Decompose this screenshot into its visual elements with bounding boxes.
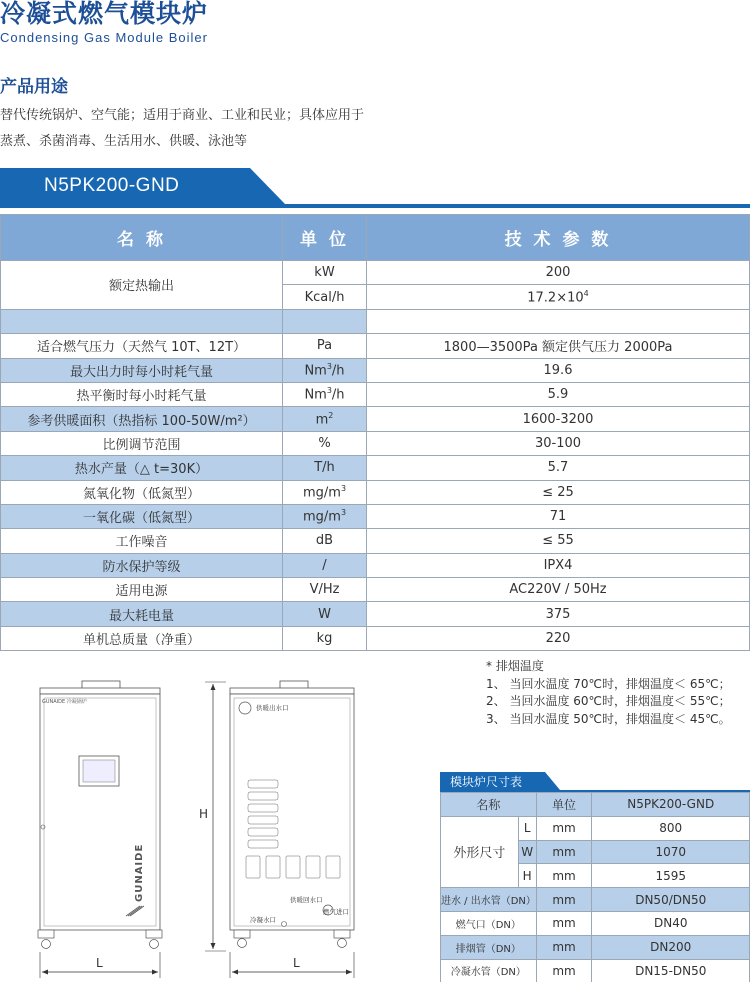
dim-value-L: 800	[592, 816, 750, 840]
spec-name: 工作噪音	[1, 529, 283, 553]
spec-name: 适用电源	[1, 578, 283, 602]
table-row	[441, 888, 750, 912]
dimension-H: H	[199, 807, 209, 821]
dim-value-H: 1595	[592, 864, 750, 888]
kcal-exponent: 4	[583, 288, 589, 298]
dim-header-model: N5PK200-GND	[592, 793, 750, 817]
spec-unit	[283, 456, 367, 480]
spec-name: 参考供暖面积（热指标 100-50W/m²）	[1, 407, 283, 431]
spec-unit	[283, 553, 367, 577]
table-row	[1, 431, 750, 455]
flue-pipe-value: DN200	[592, 935, 750, 959]
unit-exponent: 2	[328, 410, 334, 420]
flue-pipe-label: 排烟管（DN）	[441, 935, 537, 959]
gas-port-value: DN40	[592, 911, 750, 935]
table-row	[1, 529, 750, 553]
unit-base: kg	[316, 631, 333, 647]
spec-unit	[283, 431, 367, 455]
exhaust-temperature-notes	[486, 658, 731, 728]
table-row	[1, 480, 750, 504]
unit-base: W	[318, 606, 331, 622]
unit-base: Nm	[304, 363, 327, 379]
port-condensate: 冷凝水口	[250, 916, 276, 924]
page-title: 冷凝式燃气模块炉	[0, 0, 209, 28]
spec-unit	[283, 504, 367, 528]
unit-base: Nm	[304, 387, 327, 403]
unit-exponent: 3	[340, 484, 347, 494]
unit-base: Pa	[316, 338, 333, 354]
spec-unit	[283, 626, 367, 650]
condensate-pipe-label: 冷凝水管（DN）	[441, 959, 537, 982]
dimension-L-front: L	[96, 956, 103, 970]
pipe-unit: mm	[536, 959, 592, 982]
unit-exponent: 3	[326, 362, 332, 372]
spec-value: IPX4	[367, 553, 750, 577]
spec-table	[0, 214, 750, 651]
note-item: 1、 当回水温度 70℃时，排烟温度＜ 65℃；	[486, 676, 731, 691]
spec-name: 比例调节范围	[1, 431, 283, 455]
table-row	[441, 816, 750, 840]
unit-base: mg/m	[302, 485, 341, 501]
spec-value: 375	[367, 602, 750, 626]
table-row-spacer	[1, 309, 750, 333]
spec-name: 热平衡时每小时耗气量	[1, 382, 283, 406]
port-gas-inlet: 燃气进口	[323, 908, 349, 916]
unit-exponent: 3	[326, 386, 332, 396]
usage-text-line-2: 蒸煮、杀菌消毒、生活用水、供暖、泳池等	[0, 134, 248, 149]
dimension-table-banner	[440, 772, 750, 792]
unit-base: T/h	[314, 460, 335, 476]
spec-unit	[283, 382, 367, 406]
spec-unit	[283, 334, 367, 358]
unit-base: mg/m	[302, 509, 341, 525]
spec-name: 防水保护等级	[1, 553, 283, 577]
spec-name: 单机总质量（净重）	[1, 626, 283, 650]
table-row	[441, 911, 750, 935]
model-banner-rule	[0, 204, 750, 208]
spec-value: ≤ 55	[367, 529, 750, 553]
rated-heat-value-kw: 200	[367, 261, 750, 285]
spec-value: AC220V / 50Hz	[367, 578, 750, 602]
dim-unit: mm	[536, 816, 592, 840]
spec-name: 氮氧化物（低氮型）	[1, 480, 283, 504]
rated-heat-unit-kcal: Kcal/h	[283, 285, 367, 309]
spec-name: 最大耗电量	[1, 602, 283, 626]
spec-value: 1600-3200	[367, 407, 750, 431]
dim-header-unit: 单位	[536, 793, 592, 817]
dimension-header-row	[441, 793, 750, 817]
table-row	[1, 261, 750, 285]
unit-tail: /h	[331, 387, 345, 403]
table-row	[1, 334, 750, 358]
table-row	[1, 602, 750, 626]
table-row	[1, 553, 750, 577]
usage-heading: 产品用途	[0, 77, 68, 97]
header-name: 名 称	[1, 215, 283, 261]
unit-base: m	[315, 412, 329, 428]
dim-unit: mm	[536, 864, 592, 888]
dim-value-W: 1070	[592, 840, 750, 864]
spec-unit	[283, 529, 367, 553]
dim-axis-W: W	[518, 840, 536, 864]
dimension-table-title: 模块炉尺寸表	[450, 775, 523, 789]
pipe-unit: mm	[536, 888, 592, 912]
spec-value: 30-100	[367, 431, 750, 455]
port-heating-outlet: 供暖出水口	[256, 704, 289, 712]
model-name: N5PK200-GND	[44, 175, 180, 196]
page-subtitle: Condensing Gas Module Boiler	[0, 30, 208, 45]
model-banner	[0, 168, 750, 210]
spec-name: 适合燃气压力（天然气 10T、12T）	[1, 334, 283, 358]
brand-logo: GUNAIDE	[134, 843, 145, 902]
rated-heat-unit-kw: kW	[283, 261, 367, 285]
spec-value: ≤ 25	[367, 480, 750, 504]
header-unit: 单 位	[283, 215, 367, 261]
spec-unit	[283, 578, 367, 602]
table-row	[1, 382, 750, 406]
spacer-cell	[283, 309, 367, 333]
spec-name: 最大出力时每小时耗气量	[1, 358, 283, 382]
dim-unit: mm	[536, 840, 592, 864]
table-row	[1, 407, 750, 431]
table-row	[1, 626, 750, 650]
unit-tail: /h	[331, 363, 345, 379]
condensate-pipe-value: DN15-DN50	[592, 959, 750, 982]
unit-base: V/Hz	[309, 582, 340, 598]
spec-value: 5.9	[367, 382, 750, 406]
table-row	[441, 959, 750, 982]
spec-header-row	[1, 215, 750, 261]
rated-heat-value-kcal	[367, 285, 750, 309]
spec-unit	[283, 358, 367, 382]
front-view	[38, 681, 162, 978]
table-row	[1, 504, 750, 528]
spacer-cell	[367, 309, 750, 333]
gas-port-label: 燃气口（DN）	[441, 911, 537, 935]
spec-name: 热水产量（△ t=30K）	[1, 456, 283, 480]
pipe-unit: mm	[536, 935, 592, 959]
outer-size-label: 外形尺寸	[441, 816, 519, 887]
note-item: 2、 当回水温度 60℃时，排烟温度＜ 55℃；	[486, 694, 731, 708]
dim-axis-L: L	[518, 816, 536, 840]
spec-unit	[283, 480, 367, 504]
table-row	[1, 358, 750, 382]
dim-axis-H: H	[518, 864, 536, 888]
rated-heat-name: 额定热输出	[1, 261, 283, 310]
kcal-value: 17.2×10	[527, 290, 584, 306]
spec-value: 5.7	[367, 456, 750, 480]
spacer-cell	[1, 309, 283, 333]
spec-value: 71	[367, 504, 750, 528]
spec-value: 220	[367, 626, 750, 650]
unit-base: /	[322, 557, 327, 573]
dimension-table	[440, 792, 750, 982]
table-row	[1, 578, 750, 602]
note-item: 3、 当回水温度 50℃时，排烟温度＜ 45℃。	[486, 711, 731, 726]
pipe-inout-value: DN50/DN50	[592, 888, 750, 912]
nameplate-text: GUNAIDE 冷凝锅炉	[42, 699, 87, 705]
spec-unit	[283, 602, 367, 626]
spec-name: 一氧化碳（低氮型）	[1, 504, 283, 528]
dimension-L-side: L	[293, 956, 300, 970]
spec-unit	[283, 407, 367, 431]
side-view	[199, 681, 354, 978]
spec-value: 19.6	[367, 358, 750, 382]
unit-base: %	[318, 435, 331, 451]
pipe-inout-label: 进水 / 出水管（DN）	[441, 888, 537, 912]
port-heating-return: 供暖回水口	[290, 896, 323, 904]
dim-header-name: 名称	[441, 793, 537, 817]
boiler-diagram	[0, 672, 380, 982]
spec-value: 1800—3500Pa 额定供气压力 2000Pa	[367, 334, 750, 358]
pipe-unit: mm	[536, 911, 592, 935]
header-value: 技 术 参 数	[367, 215, 750, 261]
table-row	[1, 456, 750, 480]
spec-rows	[1, 334, 750, 651]
unit-exponent: 3	[340, 508, 347, 518]
unit-base: dB	[315, 533, 334, 549]
usage-text-line-1: 替代传统锅炉、空气能；适用于商业、工业和民业；具体应用于	[0, 108, 365, 123]
notes-title: * 排烟温度	[486, 659, 544, 673]
table-row	[441, 935, 750, 959]
